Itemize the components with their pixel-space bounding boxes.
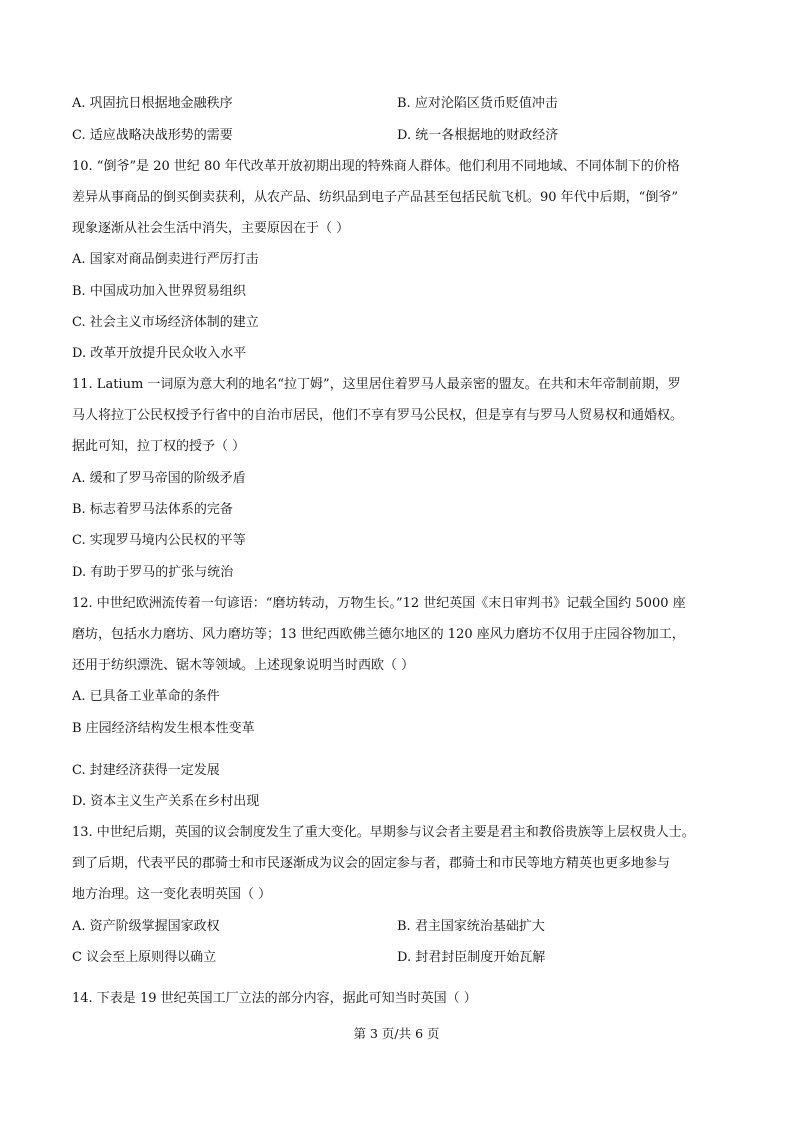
q12-stem-line3: 还用于纺织漂洗、锯木等领域。上述现象说明当时西欧（ ） [72, 658, 415, 673]
q13-stem-line3: 地方治理。这一变化表明英国（ ） [72, 887, 272, 902]
q12-option-b: B 庄园经济结构发生根本性变革 [72, 721, 255, 736]
q12-option-d: D. 资本主义生产关系在乡村出现 [72, 794, 260, 809]
q12-option-a: A. 已具备工业革命的条件 [72, 689, 220, 704]
q12-option-c: C. 封建经济获得一定发展 [72, 763, 220, 778]
q9-option-b: B. 应对沦陷区货币贬值冲击 [397, 96, 558, 111]
q10-option-a: A. 国家对商品倒卖进行严厉打击 [72, 252, 259, 267]
q10-option-c: C. 社会主义市场经济体制的建立 [72, 315, 259, 330]
q14-stem: 14. 下表是 19 世纪英国工厂立法的部分内容，据此可知当时英国（ ） [72, 991, 477, 1006]
q13-option-c: C 议会至上原则得以确立 [72, 950, 217, 965]
q10-stem-line1: 10. “倒爷”是 20 世纪 80 年代改革开放初期出现的特殊商人群体。他们利用不同地域、不同体制下的价格 [72, 159, 680, 174]
q11-stem-line1: 11. Latium 一词原为意大利的地名“拉丁姆”，这里居住着罗马人最亲密的盟友。在共和末年帝制前期，罗 [72, 377, 681, 392]
q10-stem-line3: 现象逐渐从社会生活中消失，主要原因在于（ ） [72, 221, 350, 236]
q11-option-c: C. 实现罗马境内公民权的平等 [72, 533, 246, 548]
q11-option-d: D. 有助于罗马的扩张与统治 [72, 565, 234, 580]
q12-stem-line1: 12. 中世纪欧洲流传着一句谚语：“磨坊转动，万物生长。”12 世纪英国《末日审判书》记载全国约 5000 座 [72, 596, 686, 611]
q13-stem-line1: 13. 中世纪后期，英国的议会制度发生了重大变化。早期参与议会者主要是君主和教俗贵族等上层权贵人士。 [72, 825, 695, 840]
q11-option-b: B. 标志着罗马法体系的完备 [72, 502, 233, 517]
q13-stem-line2: 到了后期，代表平民的郡骑士和市民逐渐成为议会的固定参与者，郡骑士和市民等地方精英也更多地参与 [72, 856, 671, 871]
q13-option-b: B. 君主国家统治基础扩大 [397, 919, 545, 934]
q13-option-d: D. 封君封臣制度开始瓦解 [397, 950, 546, 965]
q9-option-a: A. 巩固抗日根据地金融秩序 [72, 96, 233, 111]
q12-stem-line2: 磨坊，包括水力磨坊、风力磨坊等；13 世纪西欧佛兰德尔地区的 120 座风力磨坊不仅用于庄园谷物加工， [72, 627, 685, 642]
q10-option-b: B. 中国成功加入世界贸易组织 [72, 284, 246, 299]
page-number-footer: 第 3 页/共 6 页 [353, 1026, 440, 1041]
q9-option-c: C. 适应战略决战形势的需要 [72, 128, 233, 143]
q9-option-d: D. 统一各根据地的财政经济 [397, 128, 559, 143]
q11-stem-line3: 据此可知，拉丁权的授予（ ） [72, 439, 246, 454]
q11-option-a: A. 缓和了罗马帝国的阶级矛盾 [72, 471, 246, 486]
q13-option-a: A. 资产阶级掌握国家政权 [72, 919, 220, 934]
q11-stem-line2: 马人将拉丁公民权授予行省中的自治市居民，他们不享有罗马公民权，但是享有与罗马人贸易权和通婚权。 [72, 408, 684, 423]
q10-stem-line2: 差异从事商品的倒买倒卖获利，从农产品、纺织品到电子产品甚至包括民航飞机。90 年代中后期，“倒爷” [72, 190, 678, 205]
q10-option-d: D. 改革开放提升民众收入水平 [72, 346, 247, 361]
